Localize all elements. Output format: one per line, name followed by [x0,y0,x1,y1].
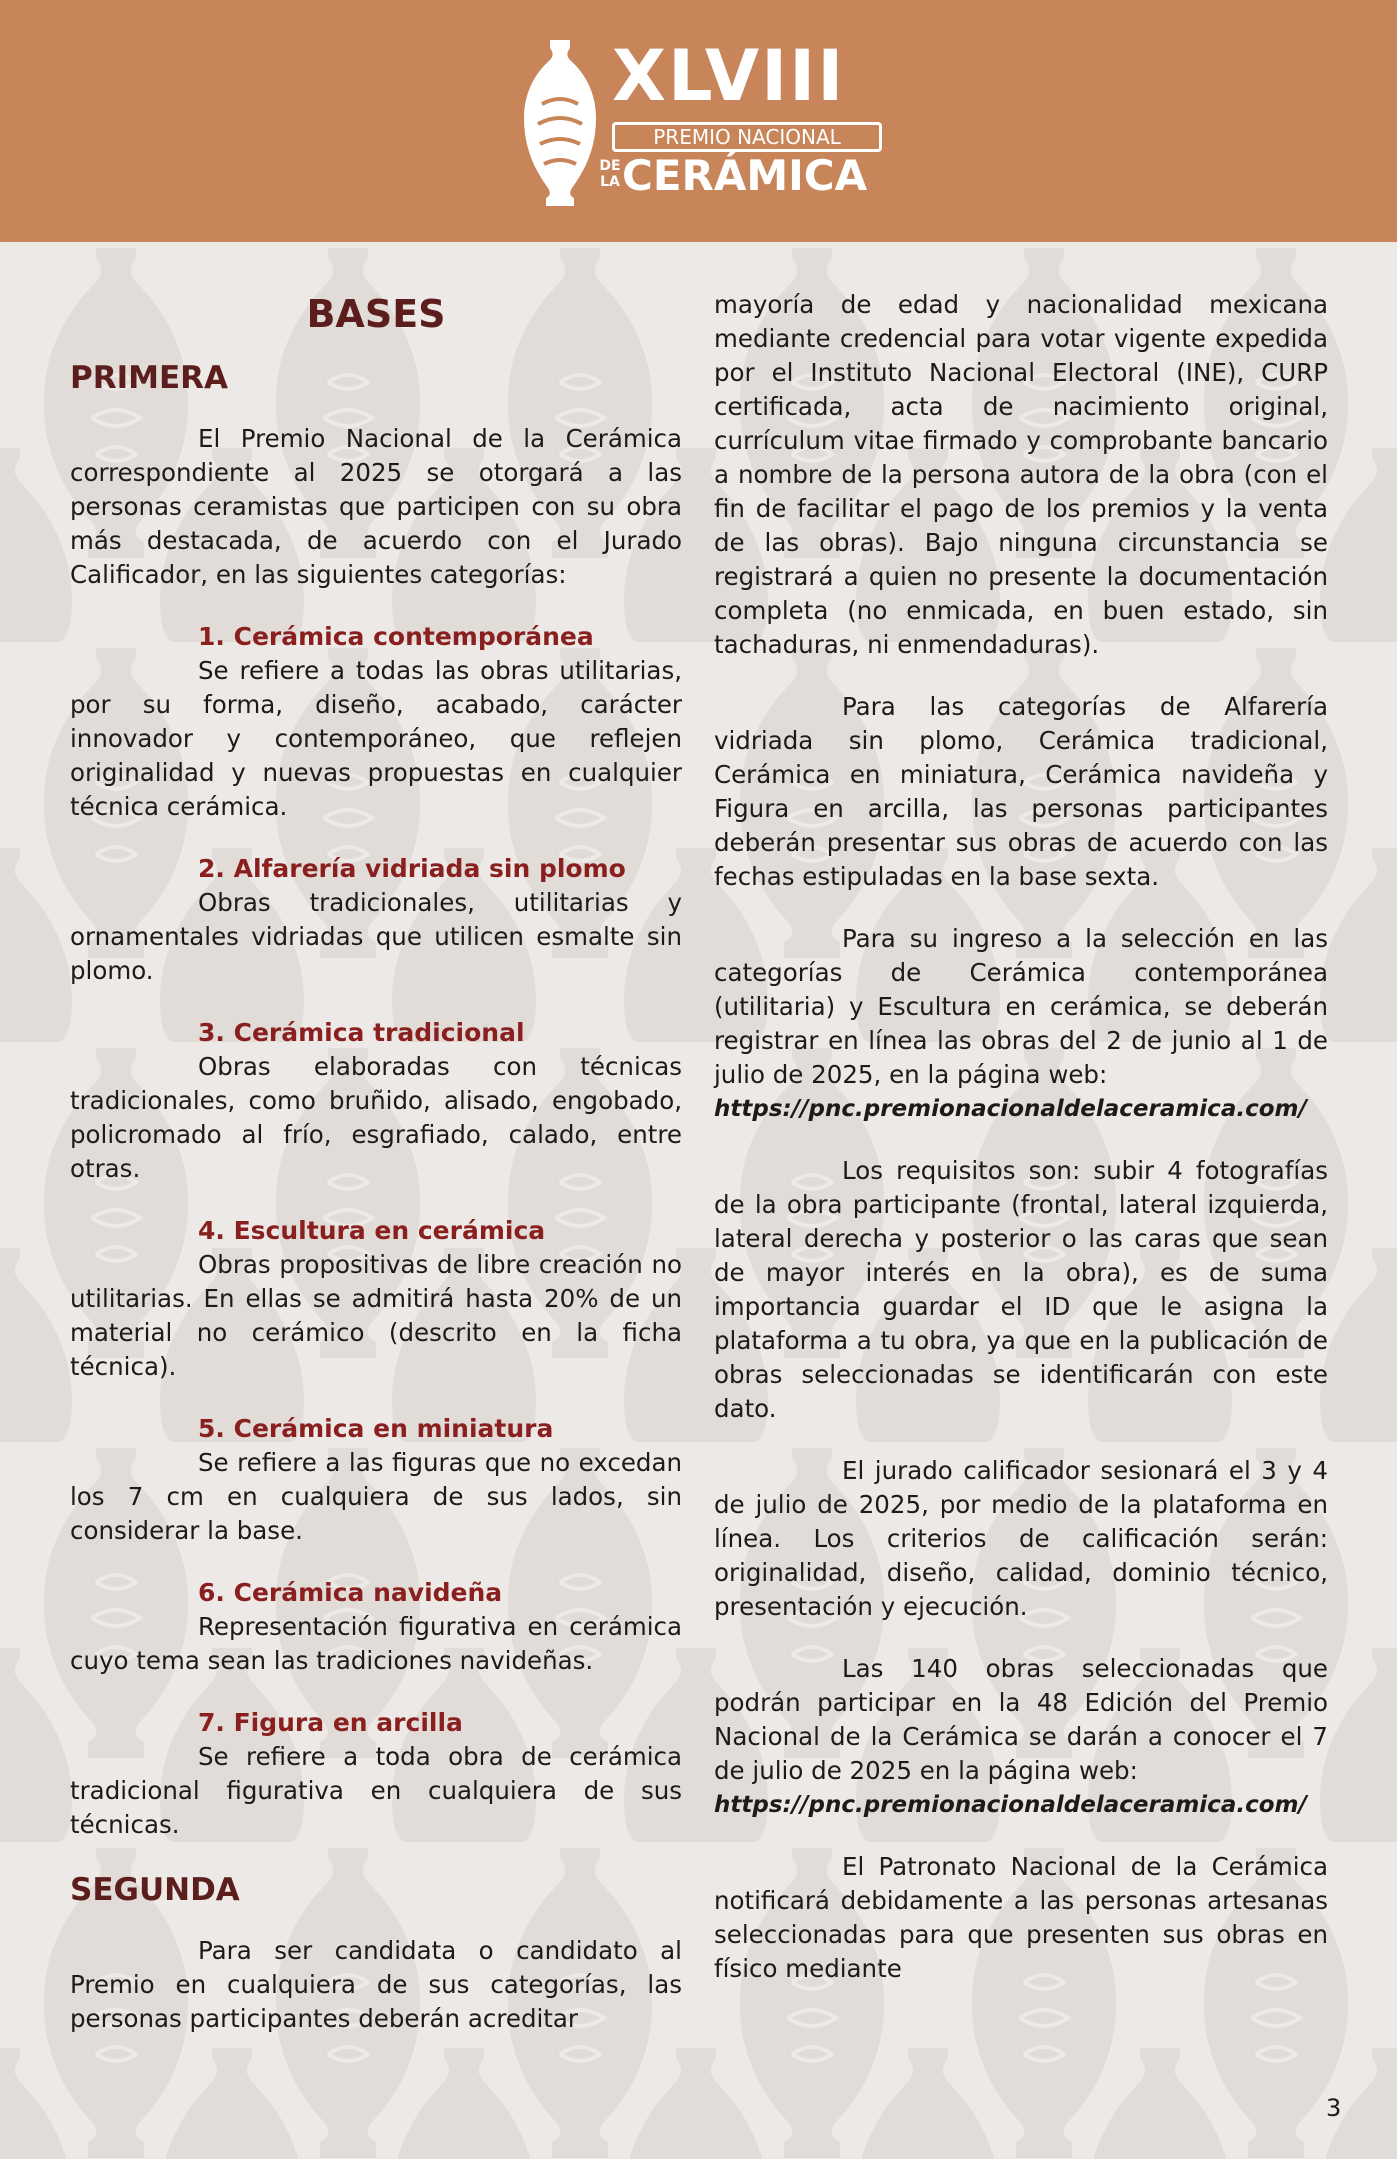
results-url-link[interactable]: https://pnc.premionacionaldelaceramica.com/ [714,1792,1307,1818]
logo-premio-nacional: PREMIO NACIONAL [612,122,882,152]
right-paragraph-6: Las 140 obras seleccionadas que podrán participar en la 48 Edición del Premio Nacional de la Cerámica se darán a conocer el 7 de julio de 2025 en la página web: [714,1654,1328,1785]
logo-ceramica: CERÁMICA [622,151,868,200]
category-title: 5. Cerámica en miniatura [198,1414,554,1443]
premio-logo [520,35,880,208]
right-paragraph-7: El Patronato Nacional de la Cerámica notificará debidamente a las personas artesanas seleccionadas para que presenten sus obras en físico mediante [714,1852,1328,1983]
category-title: 7. Figura en arcilla [198,1708,463,1737]
category-title: 6. Cerámica navideña [198,1578,503,1607]
registration-url-link[interactable]: https://pnc.premionacionaldelaceramica.com/ [714,1096,1307,1122]
category-text: Obras elaboradas con técnicas tradicionales, como bruñido, alisado, engobado, policromado al frío, esgrafiado, calado, entre otras. [70,1052,682,1183]
page-number: 3 [1326,2094,1342,2122]
category-text: Obras propositivas de libre creación no utilitarias. En ellas se admitirá hasta 20% de un material no cerámico (descrito en la ficha técnica). [70,1250,682,1381]
category-title: 3. Cerámica tradicional [198,1018,525,1047]
category-text: Se refiere a todas las obras utilitarias, por su forma, diseño, acabado, carácter innovador y contemporáneo, que reflejen originalidad y nuevas propuestas en cualquier técnica cerámica. [70,656,682,821]
category-text: Se refiere a las figuras que no excedan los 7 cm en cualquiera de sus lados, sin considerar la base. [70,1448,682,1545]
category-text: Representación figurativa en cerámica cuyo tema sean las tradiciones navideñas. [70,1612,682,1675]
logo-edition: XLVIII [612,35,846,117]
right-paragraph-4: Los requisitos son: subir 4 fotografías de la obra participante (frontal, lateral izquierda, lateral derecha y posterior o las caras que sean de mayor interés en la obra), es de suma importancia guardar el ID que le asigna la plataforma a tu obra, ya que en la publicación de obras seleccionadas se identificarán con este dato. [714,1156,1328,1423]
category-title: 4. Escultura en cerámica [198,1216,546,1245]
category-text: Obras tradicionales, utilitarias y ornamentales vidriadas que utilicen esmalte sin plomo. [70,888,682,985]
left-column [70,286,682,2036]
section-title-segunda: SEGUNDA [70,1872,240,1908]
category-title: 1. Cerámica contemporánea [198,622,594,651]
right-paragraph-2: Para las categorías de Alfarería vidriada sin plomo, Cerámica tradicional, Cerámica en miniatura, Cerámica navideña y Figura en arcilla, las personas participantes deberán presentar sus obras de acuerdo con las fechas estipuladas en la base sexta. [714,692,1328,891]
right-paragraph-3: Para su ingreso a la selección en las categorías de Cerámica contemporánea (utilitaria) y Escultura en cerámica, se deberán registrar en línea las obras del 2 de junio al 1 de julio de 2025, en la página web: [714,924,1328,1089]
vase-logo-icon [520,38,600,208]
primera-intro: El Premio Nacional de la Cerámica correspondiente al 2025 se otorgará a las personas ceramistas que participen con su obra más destacada, de acuerdo con el Jurado Calificador, en las siguientes categorías: [70,424,682,589]
segunda-paragraph: Para ser candidata o candidato al Premio en cualquiera de sus categorías, las personas participantes deberán acreditar [70,1936,682,2033]
category-title: 2. Alfarería vidriada sin plomo [198,854,626,883]
category-text: Se refiere a toda obra de cerámica tradicional figurativa en cualquiera de sus técnicas. [70,1742,682,1839]
right-paragraph-1: mayoría de edad y nacionalidad mexicana mediante credencial para votar vigente expedida por el Instituto Nacional Electoral (INE), CURP certificada, acta de nacimiento original, currículum vitae firmado y comprobante bancario a nombre de la persona autora de la obra (con el fin de facilitar el pago de los premios y la venta de las obras). Bajo ninguna circunstancia se registrará a quien no presente la documentación completa (no enmicada, en buen estado, sin tachaduras, ni enmendaduras). [714,290,1328,659]
right-column [714,288,1328,1986]
right-paragraph-5: El jurado calificador sesionará el 3 y 4 de julio de 2025, por medio de la plataforma en línea. Los criterios de calificación serán: originalidad, diseño, calidad, dominio técnico, presentación y ejecución. [714,1456,1328,1621]
header-banner [0,0,1397,242]
section-title-primera: PRIMERA [70,360,229,396]
logo-de-la: DE LA [599,158,621,190]
page-title: BASES [306,292,446,336]
